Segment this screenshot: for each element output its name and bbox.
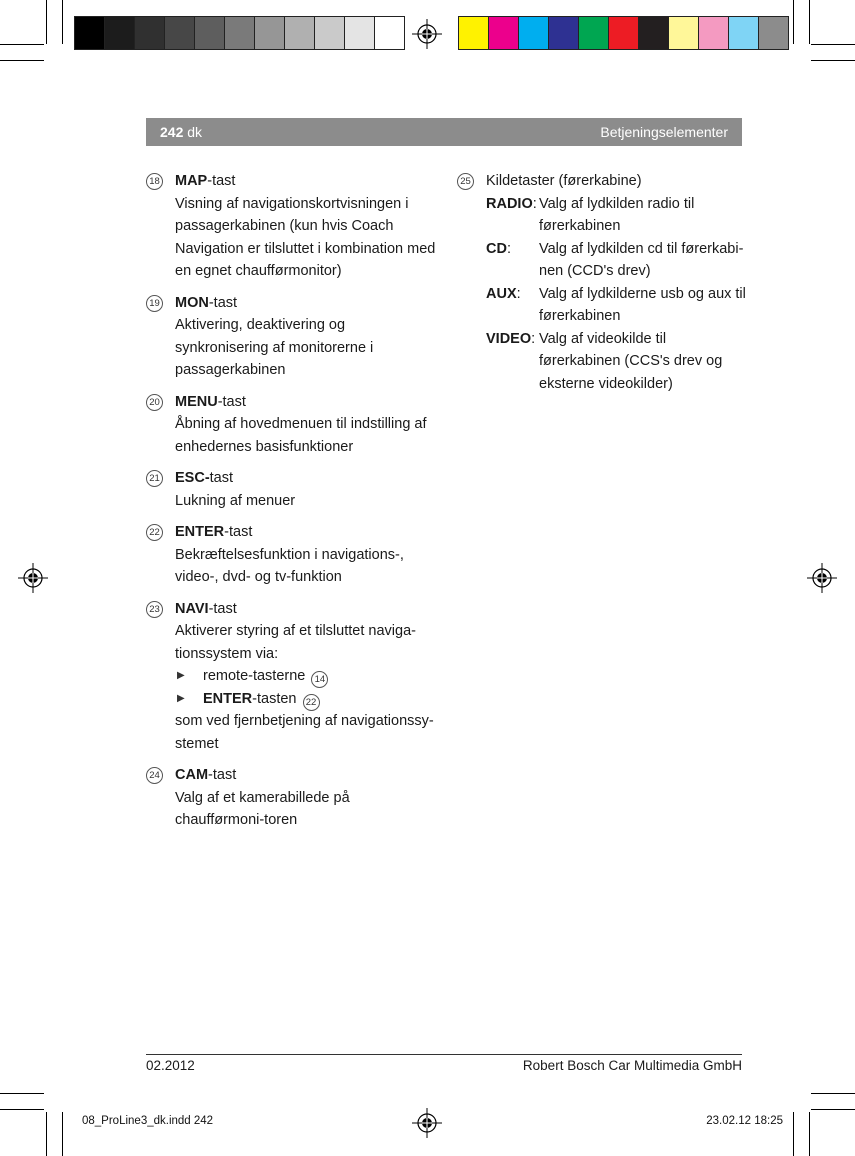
key-suffix: -tast	[208, 294, 238, 311]
arrow-bullet-icon: ▶	[177, 670, 185, 681]
list-item	[146, 467, 436, 512]
crop-mark	[811, 1109, 855, 1110]
crop-mark	[809, 1112, 810, 1156]
page-number: 242	[160, 124, 184, 140]
grayscale-color-bar	[74, 16, 405, 50]
key-name: NAVI	[175, 600, 209, 617]
key-suffix: -tast	[208, 600, 237, 617]
item-number-badge: 25	[457, 173, 474, 190]
registration-mark-icon	[412, 1108, 442, 1138]
color-swatch	[609, 17, 639, 49]
crop-mark	[809, 0, 810, 44]
item-description: som ved fjernbetjening af navigationssy-stemet	[175, 713, 434, 752]
color-swatch	[489, 17, 519, 49]
crop-mark	[0, 1093, 44, 1094]
key-suffix: -tast	[207, 173, 236, 189]
source-key-name: AUX	[486, 285, 517, 302]
process-color-bar	[458, 16, 789, 50]
slug-filename: 08_ProLine3_dk.indd 242	[82, 1115, 214, 1127]
color-swatch	[669, 17, 699, 49]
slug-timestamp: 23.02.12 18:25	[706, 1115, 783, 1127]
crop-mark	[811, 1093, 855, 1094]
bullet-item	[175, 688, 436, 711]
crop-mark	[793, 1112, 794, 1156]
color-swatch	[75, 17, 105, 49]
registration-mark-icon	[412, 19, 442, 49]
key-suffix: -tast	[224, 524, 253, 540]
list-item-navi	[146, 598, 436, 756]
color-swatch	[639, 17, 669, 49]
color-swatch	[345, 17, 375, 49]
key-name: MON	[175, 294, 209, 311]
registration-mark-icon	[807, 563, 837, 593]
crop-mark	[0, 44, 44, 45]
footer-rule	[146, 1054, 742, 1055]
color-swatch	[315, 17, 345, 49]
crop-mark	[0, 1109, 44, 1110]
source-key-label: VIDEO:	[486, 330, 536, 347]
source-key-label: AUX:	[486, 285, 521, 302]
color-swatch	[165, 17, 195, 49]
item-number-badge: 23	[146, 601, 163, 618]
source-key-label: CD:	[486, 240, 511, 257]
key-name: ESC-	[175, 470, 210, 486]
key-suffix: tast	[209, 470, 234, 486]
bullet-item	[175, 665, 436, 688]
list-item-source-keys	[457, 170, 747, 395]
key-name: ENTER	[175, 524, 225, 540]
source-key-description: Valg af lydkilderne usb og aux til førerkabinen	[539, 285, 746, 324]
color-swatch	[519, 17, 549, 49]
key-name: CAM	[175, 767, 209, 783]
bullet-text: -tasten	[252, 690, 297, 707]
bullet-key: ENTER	[203, 690, 253, 707]
key-name: MENU	[175, 393, 218, 410]
color-swatch	[699, 17, 729, 49]
item-number-badge: 22	[146, 524, 163, 541]
list-item	[146, 170, 436, 283]
right-column	[457, 170, 747, 404]
crop-mark	[0, 60, 44, 61]
color-swatch	[195, 17, 225, 49]
item-description: Aktivering, deaktivering og synkronisering af monitorerne i passagerkabinen	[175, 317, 374, 378]
list-item	[146, 391, 436, 459]
source-key-table	[486, 193, 747, 396]
color-swatch	[579, 17, 609, 49]
left-column	[146, 170, 436, 841]
language-code: dk	[187, 124, 203, 140]
item-number-badge: 24	[146, 767, 163, 784]
item-description: Valg af et kamerabillede på chaufførmoni-toren	[175, 789, 350, 828]
color-swatch	[375, 17, 404, 49]
list-item-cam	[146, 764, 436, 832]
item-description: Visning af navigationskortvisningen i passagerkabinen (kun hvis Coach Navigation er tilsluttet i kombination med en egnet chaufførmonitor)	[175, 195, 436, 279]
item-description: Aktiverer styring af et tilsluttet naviga-tionssystem via:	[175, 623, 416, 662]
reference-number-badge: 14	[311, 671, 328, 688]
item-number-badge: 20	[146, 394, 163, 411]
page-number-group	[160, 124, 202, 140]
item-description: Åbning af hovedmenuen til indstilling af enhedernes basisfunktioner	[175, 416, 427, 455]
color-swatch	[255, 17, 285, 49]
color-swatch	[105, 17, 135, 49]
source-key-description: Valg af lydkilden radio til førerkabinen	[539, 195, 695, 234]
source-key-description: Valg af videokilde til førerkabinen (CCS's drev og eksterne videokilder)	[539, 330, 723, 392]
list-item	[146, 521, 436, 589]
item-title: Kildetaster (førerkabine)	[486, 173, 642, 189]
key-suffix: -tast	[208, 767, 237, 783]
item-description: Lukning af menuer	[175, 492, 296, 509]
item-number-badge: 19	[146, 295, 163, 312]
page-header	[146, 118, 742, 146]
registration-mark-icon	[18, 563, 48, 593]
crop-mark	[62, 1112, 63, 1156]
crop-mark	[811, 60, 855, 61]
color-swatch	[759, 17, 788, 49]
color-swatch	[729, 17, 759, 49]
item-description: Bekræftelsesfunktion i navigations-, video-, dvd- og tv-funktion	[175, 546, 404, 585]
color-swatch	[225, 17, 255, 49]
crop-mark	[811, 44, 855, 45]
bullet-text: remote-tasterne	[203, 668, 306, 684]
color-swatch	[549, 17, 579, 49]
arrow-bullet-icon: ▶	[177, 692, 185, 704]
footer-company: Robert Bosch Car Multimedia GmbH	[522, 1058, 742, 1073]
source-key-name: VIDEO	[486, 330, 532, 347]
source-key-description: Valg af lydkilden cd til førerkabi-nen (CCD's drev)	[539, 240, 744, 279]
crop-mark	[46, 1112, 47, 1156]
list-item	[146, 292, 436, 382]
source-key-name: RADIO	[486, 195, 533, 212]
color-swatch	[285, 17, 315, 49]
key-suffix: -tast	[217, 393, 246, 410]
crop-mark	[62, 0, 63, 44]
source-key-name: CD	[486, 240, 507, 257]
item-number-badge: 18	[146, 173, 163, 190]
item-number-badge: 21	[146, 470, 163, 487]
source-key-label: RADIO:	[486, 195, 537, 212]
key-name: MAP	[175, 173, 208, 189]
color-swatch	[135, 17, 165, 49]
section-title: Betjeningselementer	[600, 124, 728, 140]
color-swatch	[459, 17, 489, 49]
crop-mark	[793, 0, 794, 44]
reference-number-badge: 22	[303, 694, 320, 711]
footer-date: 02.2012	[146, 1058, 195, 1073]
crop-mark	[46, 0, 47, 44]
